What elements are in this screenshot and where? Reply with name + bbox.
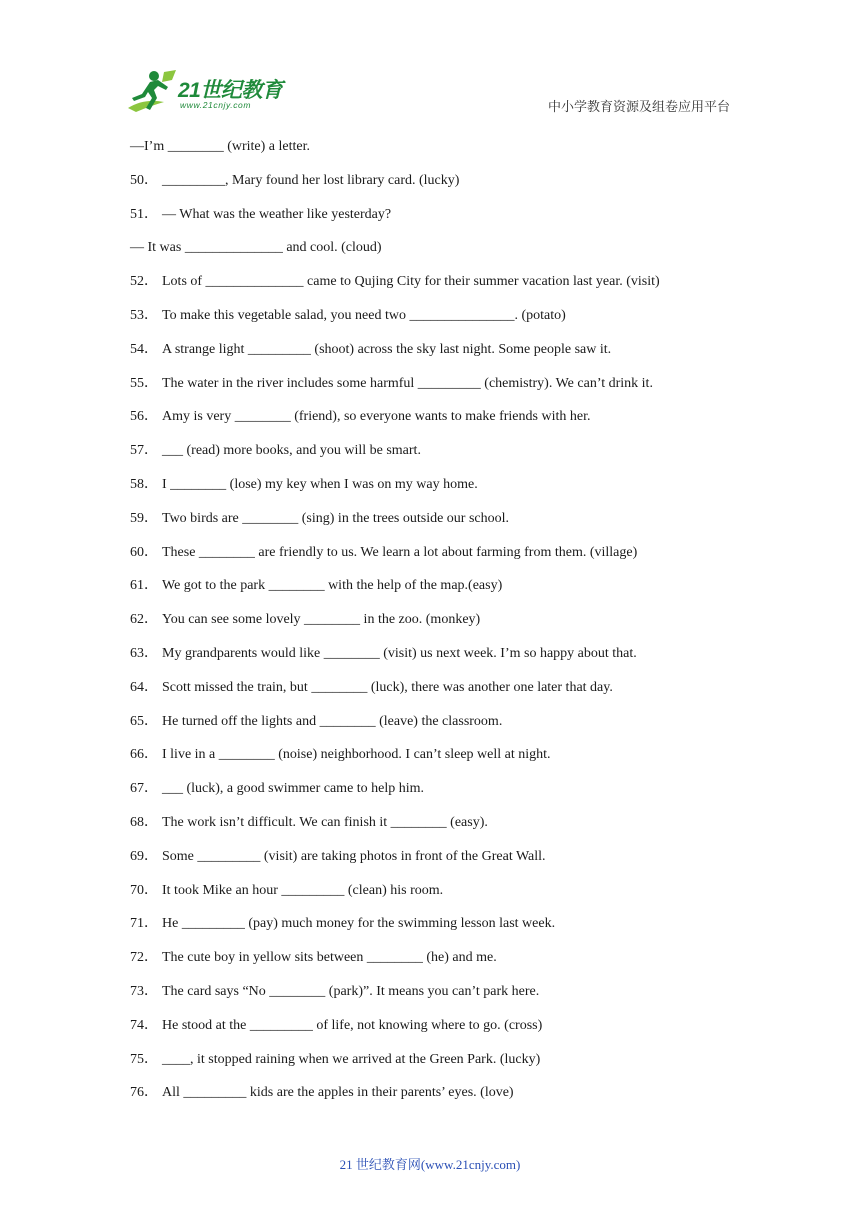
question-text: ____, it stopped raining when we arrived at the Green Park. (lucky) [162,1051,541,1067]
question-text: Amy is very ________ (friend), so everyone wants to make friends with her. [162,409,591,425]
question-number: 66． [130,747,158,763]
question-text: We got to the park ________ with the help of the map.(easy) [162,578,503,594]
question-number: 62． [130,612,158,628]
question-list [130,137,740,1117]
question-number: 74． [130,1017,158,1033]
question-text: The work isn’t difficult. We can finish it ________ (easy). [162,814,488,830]
question-text: ___ (luck), a good swimmer came to help him. [162,781,425,797]
question-line [130,1083,740,1117]
question-line [130,813,740,847]
question-text: He stood at the _________ of life, not knowing where to go. (cross) [162,1017,543,1033]
question-text: The water in the river includes some harmful _________ (chemistry). We can’t drink it. [162,375,653,391]
question-line [130,509,740,543]
question-text: All _________ kids are the apples in their parents’ eyes. (love) [162,1085,514,1101]
question-text: —I’m ________ (write) a letter. [130,139,311,154]
logo-url: www.21cnjy.com [180,100,252,110]
question-line [130,272,740,306]
question-line [130,407,740,441]
question-line [130,306,740,340]
question-line [130,881,740,915]
question-line [130,712,740,746]
question-line [130,847,740,881]
question-number: 64． [130,679,158,695]
question-text: Some _________ (visit) are taking photos in front of the Great Wall. [162,848,546,864]
question-text: _________, Mary found her lost library card. (lucky) [162,172,460,188]
question-text: My grandparents would like ________ (visit) us next week. I’m so happy about that. [162,645,637,661]
question-line [130,914,740,948]
question-line [130,475,740,509]
question-text: — It was ______________ and cool. (cloud) [130,240,382,256]
question-line [130,340,740,374]
runner-logo-icon [124,68,180,116]
question-number: 63． [130,645,158,661]
question-line [130,543,740,577]
question-line [130,678,740,712]
question-text: These ________ are friendly to us. We learn a lot about farming from them. (village) [162,544,638,560]
question-number: 69． [130,848,158,864]
question-text: I ________ (lose) my key when I was on my way home. [162,476,478,492]
question-text: To make this vegetable salad, you need two _______________. (potato) [162,307,566,323]
question-text: — What was the weather like yesterday? [162,206,392,222]
question-text: You can see some lovely ________ in the zoo. (monkey) [162,612,481,628]
question-number: 71． [130,916,158,932]
question-text: A strange light _________ (shoot) across the sky last night. Some people saw it. [162,341,612,357]
question-number: 53． [130,307,158,323]
question-text: The cute boy in yellow sits between ________ (he) and me. [162,950,497,966]
question-number: 58． [130,476,158,492]
question-number: 72． [130,950,158,966]
question-number: 73． [130,983,158,999]
question-number: 56． [130,409,158,425]
question-number: 70． [130,882,158,898]
question-number: 67． [130,781,158,797]
question-number: 75． [130,1051,158,1067]
question-number: 61． [130,578,158,594]
question-text: Two birds are ________ (sing) in the trees outside our school. [162,510,510,526]
question-line [130,441,740,475]
question-line [130,982,740,1016]
question-number: 60． [130,544,158,560]
question-number: 68． [130,814,158,830]
question-text: He turned off the lights and ________ (leave) the classroom. [162,713,503,729]
question-line [130,171,740,205]
question-line [130,205,740,239]
question-text: Lots of ______________ came to Qujing City for their summer vacation last year. (visit) [162,274,660,290]
question-number: 76． [130,1085,158,1101]
question-text: ___ (read) more books, and you will be smart. [162,443,421,459]
question-line [130,374,740,408]
question-number: 52． [130,274,158,290]
question-number: 54． [130,341,158,357]
page-header [0,0,860,125]
question-number: 59． [130,510,158,526]
question-line [130,1016,740,1050]
question-line [130,779,740,813]
question-line [130,745,740,779]
question-line [130,1050,740,1084]
question-line [130,644,740,678]
question-text: The card says “No ________ (park)”. It means you can’t park here. [162,983,540,999]
question-text: It took Mike an hour _________ (clean) his room. [162,882,444,898]
page-footer: 21 世纪教育网(www.21cnjy.com) [339,1157,521,1172]
question-number: 55． [130,375,158,391]
question-number: 65． [130,713,158,729]
question-number: 51． [130,206,158,222]
question-line [130,137,740,171]
question-text: He _________ (pay) much money for the swimming lesson last week. [162,916,556,932]
logo-text: 21世纪教育 [178,79,283,102]
question-text: Scott missed the train, but ________ (luck), there was another one later that day. [162,679,613,695]
question-line [130,238,740,272]
question-line [130,948,740,982]
question-text: I live in a ________ (noise) neighborhood. I can’t sleep well at night. [162,747,551,763]
question-line [130,610,740,644]
header-tagline: 中小学教育资源及组卷应用平台 [547,100,730,115]
question-number: 50． [130,172,158,188]
question-line [130,576,740,610]
logo [124,68,294,116]
question-number: 57． [130,443,158,459]
